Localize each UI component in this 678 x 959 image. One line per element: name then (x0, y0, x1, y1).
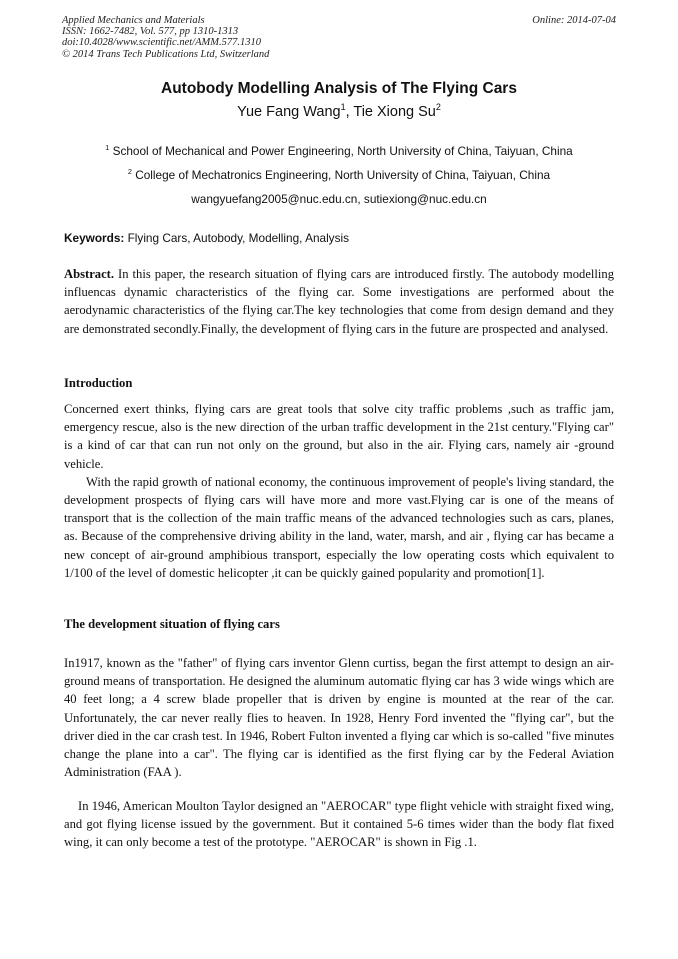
journal-doi: doi:10.4028/www.scientific.net/AMM.577.1310 (62, 37, 261, 49)
abstract-text: In this paper, the research situation of flying cars are introduced firstly. The autobody modelling influencas dynamic characteristics of the flying car. Some investigations are performed about the aerodynamic characteristics of the flying car.The key technologies that come from design demand and they are demonstrated secondly.Finally, the development of flying cars in the future are prospected and analysed. (64, 267, 614, 336)
affiliation-2-text: College of Mechatronics Engineering, North University of China, Taiyuan, China (131, 168, 551, 182)
author-emails: wangyuefang2005@nuc.edu.cn, sutiexiong@nuc.edu.cn (191, 192, 487, 206)
author-2: , Tie Xiong Su (345, 104, 436, 120)
abstract-label: Abstract. (64, 267, 115, 281)
author-2-sup: 2 (435, 102, 441, 113)
abstract (64, 265, 614, 338)
paper-title: Autobody Modelling Analysis of The Flying Cars (161, 80, 517, 97)
journal-copyright: © 2014 Trans Tech Publications Ltd, Switzerland (62, 48, 270, 60)
keywords-label: Keywords: (64, 231, 125, 245)
development-paragraph-1 (64, 654, 614, 781)
keywords (64, 231, 349, 245)
development-paragraph-2 (64, 797, 614, 852)
dev-paragraph-2: In 1946, American Moulton Taylor designed an "AEROCAR" type flight vehicle with straight fixed wing, and got flying license issued by the government. But it contained 5-6 times wider than the body flat fixed wing, it can only become a test of the prototype. "AEROCAR" is shown in Fig .1. (64, 799, 614, 850)
online-date: Online: 2014-07-04 (532, 15, 616, 26)
intro-paragraph-1: Concerned exert thinks, flying cars are great tools that solve city traffic problems ,such as traffic jam, emergency rescue, also is the new direction of the urban traffic development in the 21st century."Flying car" is a kind of car that can run not only on the ground, but also in the air. Flying cars, namely air -ground vehicle. (64, 402, 614, 471)
journal-header (62, 15, 269, 60)
affiliation-2 (0, 168, 678, 182)
paper-authors (0, 104, 678, 120)
section-heading-introduction: Introduction (64, 376, 133, 390)
dev-paragraph-1: In1917, known as the "father" of flying cars inventor Glenn curtiss, began the first attempt to design an air-ground means of transportation. He designed the aluminum automatic flying car has 3 wide wings which are 40 feet long; a 4 screw blade propeller that is driven by engine is mounted at the rear of the car. Unfortunately, the car never really flies to heaven. In 1928, Henry Ford invented the "flying car", but the driver died in the car crash test. In 1946, Robert Fulton invented a flying car which is so-called "five minutes change the plane into a car". The flying car is identified as the first flying car by the Federal Aviation Administration (FAA ). (64, 656, 614, 780)
affiliation-1-text: School of Mechanical and Power Engineering, North University of China, Taiyuan, China (109, 144, 573, 158)
affiliation-2-sup: 2 (127, 167, 132, 177)
keywords-text: Flying Cars, Autobody, Modelling, Analysis (124, 231, 350, 245)
introduction-body (64, 400, 614, 582)
affiliation-1 (0, 144, 678, 158)
intro-paragraph-2: With the rapid growth of national economy, the continuous improvement of people's living standard, the development prospects of flying cars will have more and more vast.Flying car is one of the means of transport that is the collection of the main traffic means of the advanced technologies such as cars, planes, as. Because of the comprehensive driving ability in the land, water, marsh, and air , flying car has became a new concept of air-ground amphibious transport, especially the low operating costs which equivalent to 1/100 of the level of domestic helicopter ,it can be quickly gained popularity and promotion[1]. (64, 474, 614, 580)
journal-name: Applied Mechanics and Materials (62, 15, 205, 26)
affiliation-1-sup: 1 (105, 143, 110, 153)
author-1: Yue Fang Wang (237, 104, 341, 120)
journal-issn: ISSN: 1662-7482, Vol. 577, pp 1310-1313 (62, 26, 239, 38)
author-1-sup: 1 (340, 102, 346, 113)
section-heading-development: The development situation of flying cars (64, 617, 280, 631)
